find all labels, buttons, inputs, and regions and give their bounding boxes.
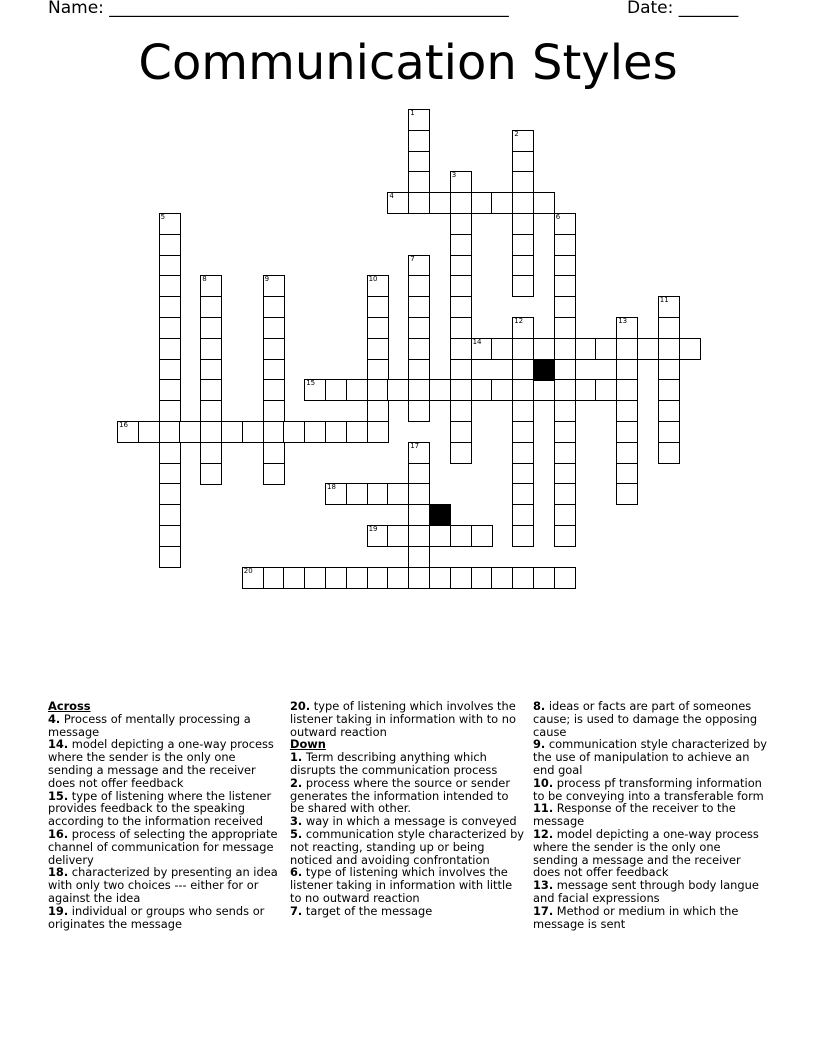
grid-cell[interactable] bbox=[658, 338, 680, 360]
grid-cell[interactable] bbox=[450, 317, 472, 339]
grid-cell[interactable] bbox=[658, 400, 680, 422]
grid-cell[interactable] bbox=[554, 504, 576, 526]
grid-cell[interactable] bbox=[533, 338, 555, 360]
grid-cell[interactable] bbox=[429, 379, 451, 401]
grid-cell[interactable] bbox=[159, 442, 181, 464]
grid-cell[interactable] bbox=[159, 213, 181, 235]
grid-cell[interactable] bbox=[450, 296, 472, 318]
grid-cell[interactable] bbox=[450, 359, 472, 381]
clue-number: 16 bbox=[119, 421, 128, 429]
grid-cell[interactable] bbox=[200, 359, 222, 381]
grid-cell[interactable] bbox=[408, 359, 430, 381]
grid-cell[interactable] bbox=[408, 400, 430, 422]
grid-cell[interactable] bbox=[200, 421, 222, 443]
across-heading: Across bbox=[48, 699, 91, 713]
grid-cell[interactable] bbox=[554, 234, 576, 256]
clue-across-20: 20. type of listening which involves the listener taking in information with to no outward reaction bbox=[290, 699, 516, 739]
grid-cell[interactable] bbox=[408, 504, 430, 526]
grid-cell[interactable] bbox=[408, 379, 430, 401]
grid-cell[interactable] bbox=[283, 421, 305, 443]
grid-cell[interactable] bbox=[200, 317, 222, 339]
grid-cell[interactable] bbox=[658, 359, 680, 381]
grid-cell[interactable] bbox=[263, 442, 285, 464]
grid-cell[interactable] bbox=[450, 213, 472, 235]
grid-cell[interactable] bbox=[575, 338, 597, 360]
grid-cell[interactable] bbox=[387, 192, 409, 214]
clue-number: 17 bbox=[410, 441, 420, 450]
grid-cell[interactable] bbox=[263, 567, 285, 589]
grid-cell[interactable] bbox=[491, 567, 513, 589]
grid-cell[interactable] bbox=[159, 296, 181, 318]
grid-cell[interactable] bbox=[304, 567, 326, 589]
grid-cell[interactable] bbox=[138, 421, 160, 443]
grid-cell[interactable] bbox=[159, 379, 181, 401]
grid-cell[interactable] bbox=[242, 567, 264, 589]
grid-cell[interactable] bbox=[200, 296, 222, 318]
clue-number: 1 bbox=[410, 109, 415, 117]
grid-cell[interactable] bbox=[367, 525, 389, 547]
grid-cell[interactable] bbox=[554, 483, 576, 505]
grid-cell[interactable] bbox=[346, 379, 368, 401]
clue-across-19: 19. individual or groups who sends or originates the message bbox=[48, 903, 265, 931]
grid-cell[interactable] bbox=[471, 338, 493, 360]
grid-cell[interactable] bbox=[367, 567, 389, 589]
clue-across-16: 16. process of selecting the appropriate channel of communication for message delivery bbox=[48, 826, 278, 867]
grid-cell[interactable] bbox=[554, 567, 576, 589]
clue-number: 15 bbox=[306, 379, 316, 388]
grid-cell[interactable] bbox=[159, 504, 181, 526]
grid-cell[interactable] bbox=[263, 463, 285, 485]
grid-cell[interactable] bbox=[450, 400, 472, 422]
grid-cell[interactable] bbox=[367, 483, 389, 505]
clue-down-12: 12. model depicting a one-way process where the sender is the only one sending a message and the receiver does not offer feedback bbox=[533, 826, 759, 880]
grid-cell[interactable] bbox=[512, 275, 534, 297]
clues-column-1 bbox=[48, 700, 284, 930]
grid-cell[interactable] bbox=[159, 546, 181, 568]
clue-down-3: 3. way in which a message is conveyed bbox=[290, 814, 517, 829]
grid-cell[interactable] bbox=[408, 171, 430, 193]
grid-cell[interactable] bbox=[679, 338, 701, 360]
grid-cell[interactable] bbox=[512, 255, 534, 277]
grid-cell[interactable] bbox=[221, 421, 243, 443]
grid-cell[interactable] bbox=[450, 275, 472, 297]
grid-cell[interactable] bbox=[554, 379, 576, 401]
grid-cell[interactable] bbox=[616, 338, 638, 360]
grid-cell[interactable] bbox=[367, 296, 389, 318]
grid-cell[interactable] bbox=[367, 400, 389, 422]
clues-column-2 bbox=[290, 700, 526, 918]
clue-number: 19 bbox=[368, 525, 378, 533]
clue-down-7: 7. target of the message bbox=[290, 903, 433, 918]
grid-cell[interactable] bbox=[616, 379, 638, 401]
grid-cell[interactable] bbox=[408, 317, 430, 339]
grid-cell[interactable] bbox=[408, 525, 430, 547]
clue-number: 18 bbox=[327, 483, 336, 492]
grid-cell[interactable] bbox=[616, 421, 638, 443]
grid-cell[interactable] bbox=[616, 359, 638, 381]
grid-cell[interactable] bbox=[408, 255, 430, 277]
grid-cell[interactable] bbox=[491, 338, 513, 360]
grid-cell[interactable] bbox=[450, 421, 472, 443]
grid-cell[interactable] bbox=[325, 567, 347, 589]
clue-number: 3 bbox=[451, 171, 457, 180]
grid-cell[interactable] bbox=[408, 192, 430, 214]
grid-cell[interactable] bbox=[554, 421, 576, 443]
grid-cell[interactable] bbox=[512, 171, 534, 193]
clue-down-10: 10. process pf transforming information to be conveying into a transferable form bbox=[533, 775, 764, 803]
grid-cell[interactable] bbox=[346, 421, 368, 443]
grid-cell[interactable] bbox=[450, 234, 472, 256]
grid-cell[interactable] bbox=[554, 275, 576, 297]
grid-cell[interactable] bbox=[512, 359, 534, 381]
grid-cell[interactable] bbox=[575, 379, 597, 401]
grid-cell[interactable] bbox=[408, 296, 430, 318]
grid-cell[interactable] bbox=[450, 338, 472, 360]
grid-cell[interactable] bbox=[450, 525, 472, 547]
grid-cell[interactable] bbox=[512, 151, 534, 173]
grid-cell[interactable] bbox=[408, 338, 430, 360]
grid-cell[interactable] bbox=[533, 192, 555, 214]
grid-cell[interactable] bbox=[200, 463, 222, 485]
grid-cell[interactable] bbox=[512, 463, 534, 485]
grid-cell[interactable] bbox=[471, 525, 493, 547]
grid-cell[interactable] bbox=[512, 130, 534, 152]
grid-cell[interactable] bbox=[491, 192, 513, 214]
grid-cell[interactable] bbox=[159, 255, 181, 277]
grid-cell[interactable] bbox=[616, 483, 638, 505]
grid-cell[interactable] bbox=[595, 338, 617, 360]
grid-cell[interactable] bbox=[429, 567, 451, 589]
grid-cell[interactable] bbox=[408, 463, 430, 485]
grid-cell[interactable] bbox=[387, 483, 409, 505]
grid-cell[interactable] bbox=[304, 421, 326, 443]
clues-column-3 bbox=[533, 700, 769, 930]
grid-cell[interactable] bbox=[200, 379, 222, 401]
grid-cell[interactable] bbox=[159, 483, 181, 505]
grid-cell[interactable] bbox=[512, 421, 534, 443]
clue-number: 4 bbox=[389, 192, 394, 201]
grid-cell[interactable] bbox=[159, 338, 181, 360]
grid-cell[interactable] bbox=[512, 379, 534, 401]
grid-cell[interactable] bbox=[159, 400, 181, 422]
grid-cell[interactable] bbox=[512, 483, 534, 505]
grid-cell[interactable] bbox=[450, 442, 472, 464]
grid-cell[interactable] bbox=[408, 567, 430, 589]
grid-cell[interactable] bbox=[367, 359, 389, 381]
grid-cell[interactable] bbox=[263, 400, 285, 422]
grid-cell[interactable] bbox=[408, 442, 430, 464]
grid-cell[interactable] bbox=[159, 421, 181, 443]
grid-cell[interactable] bbox=[263, 338, 285, 360]
grid-cell[interactable] bbox=[512, 213, 534, 235]
grid-cell[interactable] bbox=[429, 192, 451, 214]
page-title: Communication Styles bbox=[138, 35, 678, 91]
grid-cell[interactable] bbox=[658, 442, 680, 464]
clue-number: 12 bbox=[514, 317, 524, 325]
clue-down-9: 9. communication style characterized by the use of manipulation to achieve an end goal bbox=[533, 737, 768, 777]
grid-cell[interactable] bbox=[512, 234, 534, 256]
date-line: Date: _______ bbox=[627, 0, 739, 18]
clue-down-5: 5. communication style characterized by not reacting, standing up or being noticed and avoiding confrontation bbox=[290, 826, 525, 867]
clue-number: 6 bbox=[555, 213, 561, 221]
grid-cell[interactable] bbox=[658, 379, 680, 401]
clue-number: 7 bbox=[410, 254, 415, 263]
grid-cell[interactable] bbox=[595, 379, 617, 401]
grid-cell[interactable] bbox=[263, 359, 285, 381]
clue-number: 5 bbox=[160, 213, 166, 221]
clue-number: 10 bbox=[368, 275, 378, 284]
grid-block bbox=[533, 359, 555, 381]
grid-cell[interactable] bbox=[263, 379, 285, 401]
grid-cell[interactable] bbox=[346, 567, 368, 589]
clue-number: 8 bbox=[202, 275, 207, 284]
grid-cell[interactable] bbox=[159, 234, 181, 256]
grid-cell[interactable] bbox=[554, 400, 576, 422]
grid-cell[interactable] bbox=[512, 525, 534, 547]
grid-cell[interactable] bbox=[408, 130, 430, 152]
clue-down-1: 1. Term describing anything which disrupts the communication process bbox=[290, 750, 498, 777]
grid-cell[interactable] bbox=[117, 421, 139, 443]
grid-cell[interactable] bbox=[263, 275, 285, 297]
clue-number: 20 bbox=[243, 566, 253, 575]
grid-cell[interactable] bbox=[554, 442, 576, 464]
grid-cell[interactable] bbox=[491, 379, 513, 401]
grid-cell[interactable] bbox=[512, 567, 534, 589]
grid-cell[interactable] bbox=[658, 317, 680, 339]
grid-cell[interactable] bbox=[367, 338, 389, 360]
grid-cell[interactable] bbox=[512, 442, 534, 464]
grid-cell[interactable] bbox=[450, 171, 472, 193]
grid-cell[interactable] bbox=[159, 525, 181, 547]
clue-across-15: 15. type of listening where the listener provides feedback to the speaking according to the information received bbox=[48, 788, 272, 829]
grid-cell[interactable] bbox=[512, 400, 534, 422]
clue-down-13: 13. message sent through body langue and facial expressions bbox=[533, 878, 759, 905]
clue-number: 14 bbox=[472, 337, 482, 346]
grid-cell[interactable] bbox=[408, 483, 430, 505]
grid-cell[interactable] bbox=[554, 463, 576, 485]
grid-cell[interactable] bbox=[159, 463, 181, 485]
grid-cell[interactable] bbox=[554, 338, 576, 360]
grid-cell[interactable] bbox=[471, 192, 493, 214]
grid-cell[interactable] bbox=[471, 379, 493, 401]
grid-cell[interactable] bbox=[367, 421, 389, 443]
grid-cell[interactable] bbox=[283, 567, 305, 589]
grid-cell[interactable] bbox=[367, 275, 389, 297]
grid-cell[interactable] bbox=[658, 421, 680, 443]
grid-cell[interactable] bbox=[429, 525, 451, 547]
grid-cell[interactable] bbox=[512, 317, 534, 339]
grid-cell[interactable] bbox=[367, 379, 389, 401]
grid-cell[interactable] bbox=[554, 317, 576, 339]
grid-cell[interactable] bbox=[408, 151, 430, 173]
grid-cell[interactable] bbox=[450, 255, 472, 277]
grid-cell[interactable] bbox=[471, 567, 493, 589]
grid-cell[interactable] bbox=[616, 317, 638, 339]
grid-cell[interactable] bbox=[367, 317, 389, 339]
clue-across-14: 14. model depicting a one-way process where the sender is the only one sending a message and the receiver does not offer feedback bbox=[48, 737, 274, 790]
grid-cell[interactable] bbox=[512, 192, 534, 214]
grid-cell[interactable] bbox=[554, 255, 576, 277]
grid-cell[interactable] bbox=[263, 421, 285, 443]
grid-cell[interactable] bbox=[387, 379, 409, 401]
grid-cell[interactable] bbox=[512, 338, 534, 360]
grid-cell[interactable] bbox=[637, 338, 659, 360]
grid-cell[interactable] bbox=[616, 463, 638, 485]
grid-cell[interactable] bbox=[616, 442, 638, 464]
grid-cell[interactable] bbox=[263, 296, 285, 318]
clue-down-6: 6. type of listening which involves the listener taking in information with little to no outward reaction bbox=[290, 865, 513, 905]
grid-cell[interactable] bbox=[658, 296, 680, 318]
grid-cell[interactable] bbox=[179, 421, 201, 443]
grid-cell[interactable] bbox=[554, 213, 576, 235]
clue-across-4: 4. Process of mentally processing a message bbox=[48, 711, 251, 739]
name-line: Name: _______________________________________________ bbox=[48, 0, 509, 18]
grid-cell[interactable] bbox=[408, 109, 430, 131]
grid-cell[interactable] bbox=[408, 275, 430, 297]
clue-down-17: 17. Method or medium in which the message is sent bbox=[533, 903, 739, 931]
grid-cell[interactable] bbox=[200, 442, 222, 464]
clue-down-11: 11. Response of the receiver to the message bbox=[533, 801, 736, 829]
grid-cell[interactable] bbox=[159, 275, 181, 297]
grid-cell[interactable] bbox=[554, 296, 576, 318]
grid-cell[interactable] bbox=[533, 379, 555, 401]
grid-cell[interactable] bbox=[616, 400, 638, 422]
grid-cell[interactable] bbox=[200, 275, 222, 297]
grid-cell[interactable] bbox=[408, 546, 430, 568]
grid-cell[interactable] bbox=[159, 317, 181, 339]
grid-cell[interactable] bbox=[325, 483, 347, 505]
grid-cell[interactable] bbox=[450, 192, 472, 214]
grid-cell[interactable] bbox=[263, 317, 285, 339]
grid-block bbox=[429, 504, 451, 526]
clue-number: 2 bbox=[514, 129, 519, 138]
grid-cell[interactable] bbox=[533, 567, 555, 589]
grid-cell[interactable] bbox=[554, 525, 576, 547]
clue-number: 11 bbox=[659, 296, 669, 305]
clue-number: 9 bbox=[264, 275, 270, 284]
down-heading: Down bbox=[290, 737, 326, 752]
grid-cell[interactable] bbox=[346, 483, 368, 505]
grid-cell[interactable] bbox=[200, 400, 222, 422]
grid-cell[interactable] bbox=[450, 567, 472, 589]
grid-cell[interactable] bbox=[325, 421, 347, 443]
grid-cell[interactable] bbox=[387, 567, 409, 589]
grid-cell[interactable] bbox=[200, 338, 222, 360]
grid-cell[interactable] bbox=[304, 379, 326, 401]
clue-down-8: 8. ideas or facts are part of someones cause; is used to damage the opposing cause bbox=[533, 699, 758, 739]
grid-cell[interactable] bbox=[325, 379, 347, 401]
grid-cell[interactable] bbox=[159, 359, 181, 381]
clue-number: 13 bbox=[618, 317, 628, 325]
grid-cell[interactable] bbox=[242, 421, 264, 443]
clue-across-18: 18. characterized by presenting an idea with only two choices --- either for or against the idea bbox=[48, 865, 278, 905]
grid-cell[interactable] bbox=[554, 359, 576, 381]
grid-cell[interactable] bbox=[450, 379, 472, 401]
clue-down-2: 2. process where the source or sender generates the information intended to be shared with other. bbox=[290, 775, 510, 816]
grid-cell[interactable] bbox=[387, 525, 409, 547]
grid-cell[interactable] bbox=[512, 504, 534, 526]
